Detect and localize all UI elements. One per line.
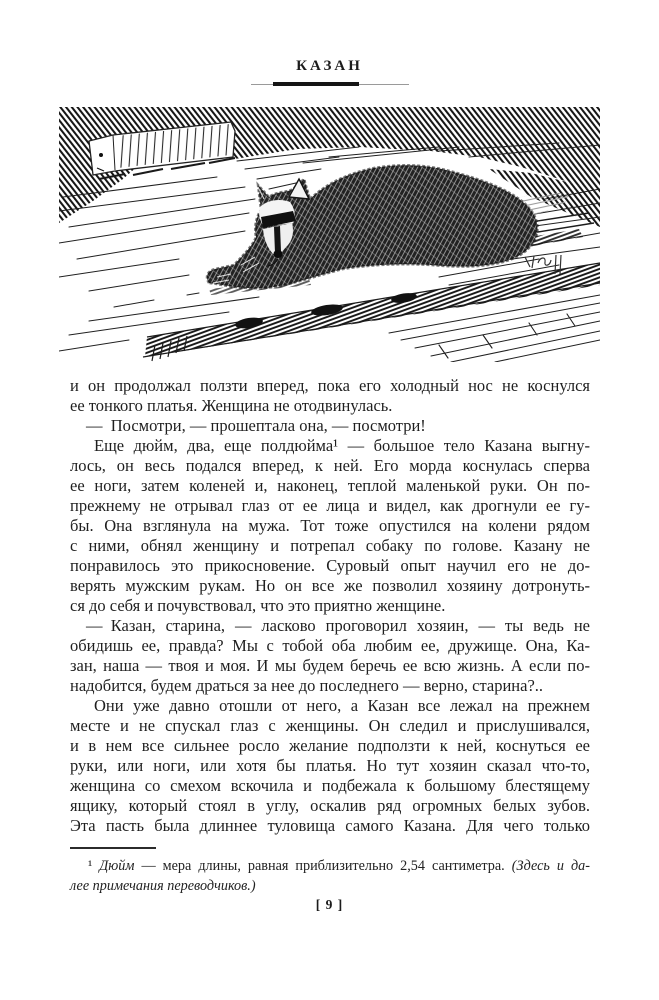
- text-line: и в нем все сильнее росло желание подползти к ней, коснуться ее: [70, 736, 590, 755]
- running-head: КАЗАН: [296, 58, 363, 74]
- text-line: ее тонкого платья. Женщина не отодвинулась.: [70, 396, 393, 415]
- header-rule: [251, 82, 409, 87]
- text-line: — Казан, старина, — ласково проговорил хозяин, — ты ведь не: [86, 616, 590, 635]
- text-line: Эта пасть была длиннее туловища самого Казана. Для чего только: [70, 816, 590, 835]
- header-rule-thick: [273, 82, 359, 86]
- artist-monogram: [525, 255, 561, 274]
- dog-nose: [274, 250, 283, 258]
- footnote-text: [70, 856, 590, 896]
- text-line: с ними, обнял женщину и потрепал собаку по голове. Казану не: [70, 536, 590, 555]
- text-line: надобится, будем драться за нее до последнего — верно, старина?..: [70, 676, 544, 695]
- text-line: обидишь ее, правда? Мы с тобой оба любим ее, дружище. Она, Ка-: [70, 636, 590, 655]
- body-text: [70, 376, 590, 836]
- text-line: понравилось это прикосновение. Суровый опыт научил его не до-: [70, 556, 590, 575]
- text-line: Они уже давно отошли от него, а Казан все лежал на прежнем: [94, 696, 590, 715]
- page-number: [ 9 ]: [315, 897, 344, 912]
- text-line: верять мужским рукам. Но он все же позволил хозяину дотронуть-: [70, 576, 590, 595]
- footnote-segment: (Здесь и да-: [511, 858, 590, 874]
- text-line: лось, он весь подался вперед, к ней. Его морда коснулась сперва: [70, 456, 590, 475]
- footnote-segment: ¹: [88, 858, 100, 874]
- footnote-segment: Дюйм: [99, 858, 135, 874]
- text-line: руки, или ноги, или хотя бы платья. Но тут хозяин сказал что-то,: [70, 756, 590, 775]
- footnote-segment: — мера длины, равная приблизительно 2,54 сантиметра.: [134, 858, 512, 874]
- text-line: ся до себя и почувствовал, что это приятно женщине.: [70, 596, 446, 615]
- text-line: и он продолжал ползти вперед, пока его холодный нос не коснулся: [70, 376, 590, 395]
- text-line: зан, наша — твоя и моя. И мы будем беречь ее всю жизнь. А если по-: [70, 656, 590, 675]
- text-line: Еще дюйм, два, еще полдюйма¹ — большое тело Казана выгну-: [94, 436, 590, 455]
- text-line: ящику, который стоял в углу, оскалив ряд огромных белых зубов.: [70, 796, 590, 815]
- crate-knot: [99, 153, 103, 157]
- text-line: женщина со смехом вскочила и подбежала к большому блестящему: [70, 776, 590, 795]
- footnote-segment: лее примечания переводчиков.): [70, 878, 256, 894]
- dog-illustration: [59, 107, 600, 362]
- text-line: прежнему не отрывал глаз от ее лица и видел, как дрогнули ее гу-: [70, 496, 590, 515]
- text-line: — Посмотри, — прошептала она, — посмотри!: [86, 416, 426, 435]
- text-line: бы. Она взглянула на мужа. Тот тоже опустился на колени рядом: [70, 516, 590, 535]
- footnote-line: [70, 856, 590, 876]
- footnote-separator: [70, 847, 156, 849]
- text-line: ее ноги, затем коленей и, наконец, теплой маленькой руки. Он по-: [70, 476, 590, 495]
- text-line: месте и не спускал глаз с женщины. Он следил и прислушивался,: [70, 716, 590, 735]
- footnote-line: [70, 876, 590, 896]
